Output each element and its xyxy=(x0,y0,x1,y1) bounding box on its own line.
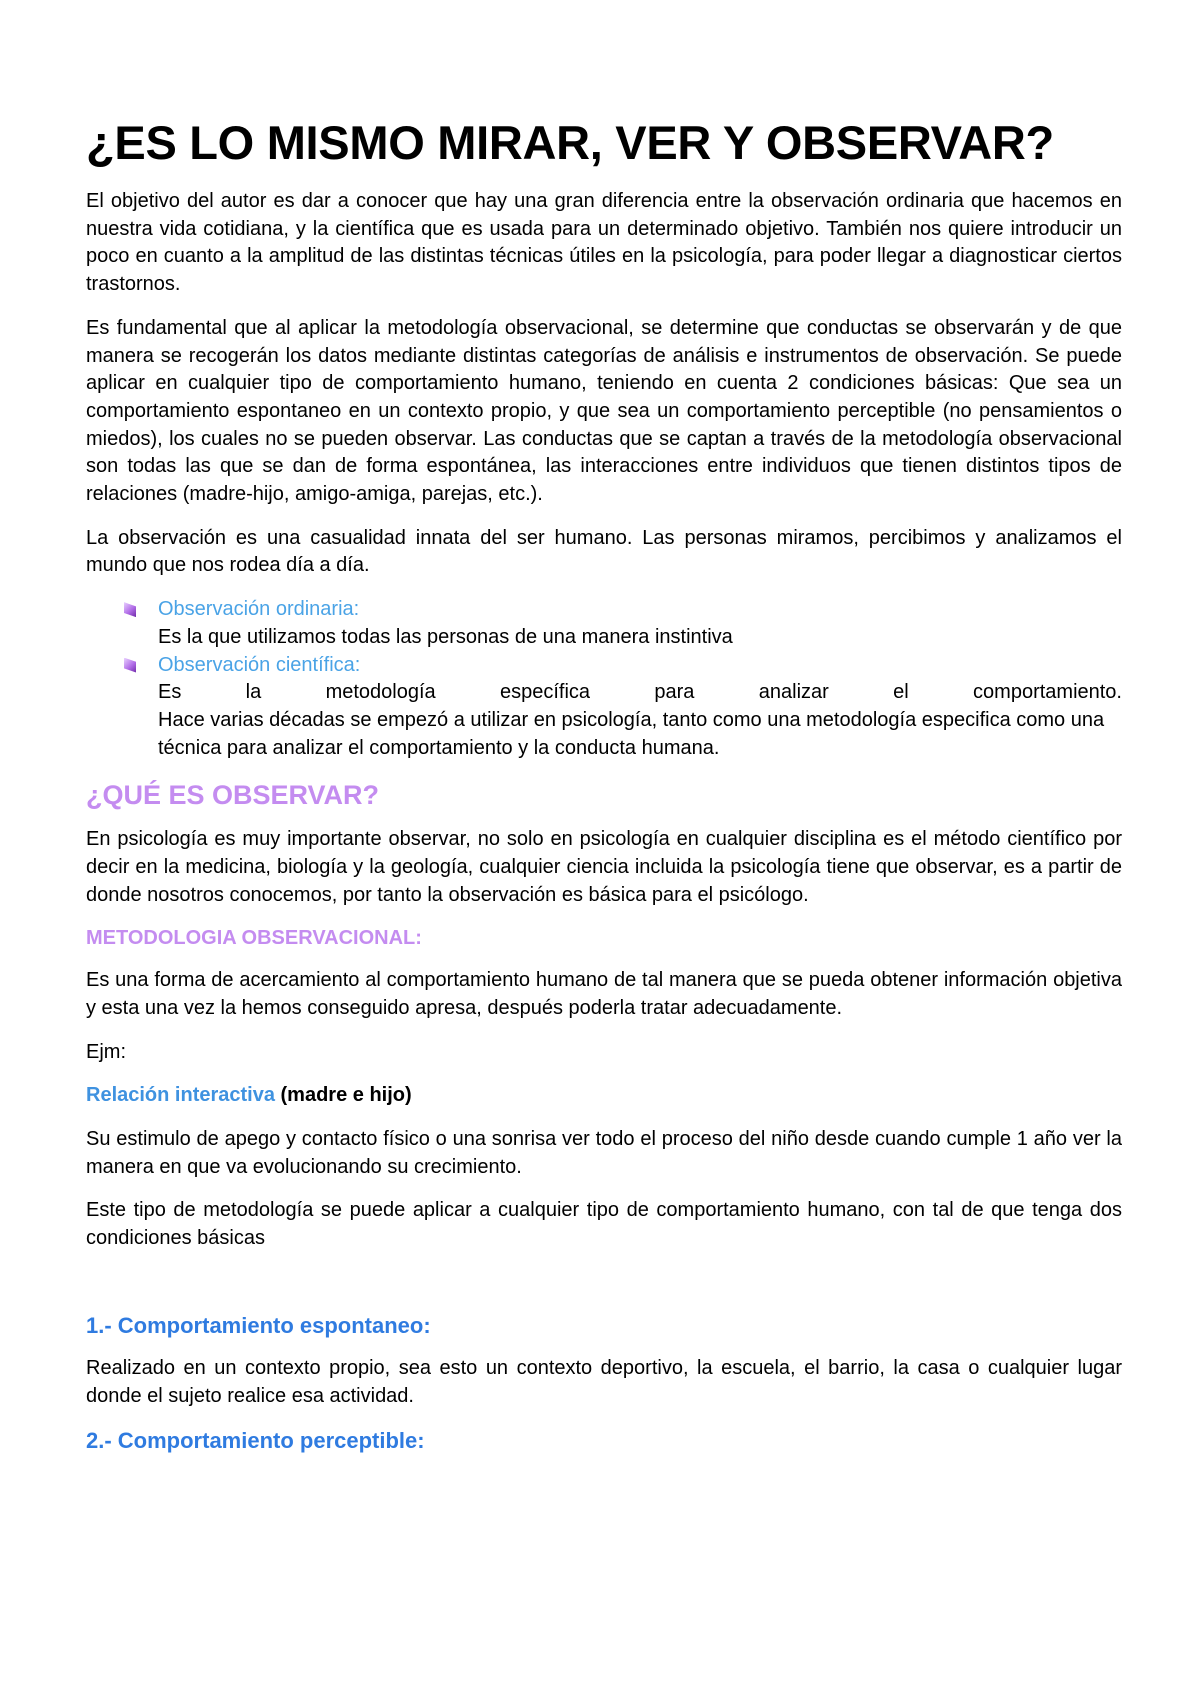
observar-paragraph: En psicología es muy importante observar, no solo en psicología en cualquier disciplina es el método científico por decir en la medicina, biología y la geología, cualquier ciencia incluida la psicología tiene que observar, es a partir de donde nosotros conocemos, por tanto la observación es básica para el psicólogo. xyxy=(86,828,1122,906)
bullet-text: Es la que utilizamos todas las personas de una manera instintiva xyxy=(158,625,733,648)
intro-paragraph-2: Es fundamental que al aplicar la metodología observacional, se determine que conductas se observarán y de que manera se recogerán los datos mediante distintas categorías de análisis e instrumentos de observación. Se puede aplicar en cualquier tipo de comportamiento humano, teniendo en cuenta 2 condiciones básicas: Que sea un comportamiento espontaneo en un contexto propio, y que sea un comportamiento perceptible (no pensamientos o miedos), los cuales no se pueden observar. Las conductas que se captan a través de la metodología observacional son todas las que se dan de forma espontánea, las interacciones entre individuos que tienen distintos tipos de relaciones (madre-hijo, amigo-amiga, parejas, etc.). xyxy=(86,316,1122,506)
document-title: ¿ES LO MISMO MIRAR, VER Y OBSERVAR? xyxy=(86,116,1054,169)
observation-types-list xyxy=(86,596,1122,762)
list-item xyxy=(124,652,1122,763)
condition-heading-2: 2.- Comportamiento perceptible: xyxy=(86,1428,425,1454)
bullet-icon xyxy=(124,658,136,673)
bullet-title-cientifica: Observación científica: xyxy=(158,653,361,676)
relation-heading-blue: Relación interactiva xyxy=(86,1084,275,1107)
intro-paragraph-1: El objetivo del autor es dar a conocer que hay una gran diferencia entre la observación ordinaria que hacemos en nuestra vida cotidiana, y la científica que es usada para un determinado objetivo. También nos quiere introducir un poco en cuanto a la amplitud de las distintas técnicas útiles en la psicología, para poder llegar a diagnosticar ciertos trastornos. xyxy=(86,190,1122,296)
closing-paragraph: Este tipo de metodología se puede aplicar a cualquier tipo de comportamiento humano, con tal de que tenga dos condiciones básicas xyxy=(86,1199,1122,1250)
bullet-text: Hace varias décadas se empezó a utilizar en psicología, tanto como una metodología especifica como una técnica para analizar el comportamiento y la conducta humana. xyxy=(158,708,1105,759)
bullet-text: Es la metodología específica para analizar el comportamiento. xyxy=(158,681,1122,704)
spacer xyxy=(86,1269,1122,1311)
relation-paragraph: Su estimulo de apego y contacto físico o una sonrisa ver todo el proceso del niño desde cuando cumple 1 año ver la manera en que va evolucionando su crecimiento. xyxy=(86,1127,1122,1178)
section-heading-metodologia: METODOLOGIA OBSERVACIONAL: xyxy=(86,927,422,950)
relation-heading-black: (madre e hijo) xyxy=(274,1084,412,1107)
example-label: Ejm: xyxy=(86,1040,126,1063)
condition-paragraph-1: Realizado en un contexto propio, sea esto un contexto deportivo, la escuela, el barrio, la casa o cualquier lugar donde el sujeto realice esa actividad. xyxy=(86,1356,1122,1407)
intro-paragraph-3: La observación es una casualidad innata del ser humano. Las personas miramos, percibimos y analizamos el mundo que nos rodea día a día. xyxy=(86,526,1122,577)
bullet-icon xyxy=(124,602,136,617)
document-page xyxy=(86,112,1122,1470)
bullet-title-ordinaria: Observación ordinaria: xyxy=(158,598,360,621)
list-item xyxy=(124,596,1122,651)
relation-heading xyxy=(86,1082,1122,1110)
metodologia-paragraph: Es una forma de acercamiento al comportamiento humano de tal manera que se pueda obtener información objetiva y esta una vez la hemos conseguido apresa, después poderla tratar adecuadamente. xyxy=(86,969,1122,1019)
condition-heading-1: 1.- Comportamiento espontaneo: xyxy=(86,1312,431,1338)
section-heading-observar: ¿QUÉ ES OBSERVAR? xyxy=(86,780,380,811)
